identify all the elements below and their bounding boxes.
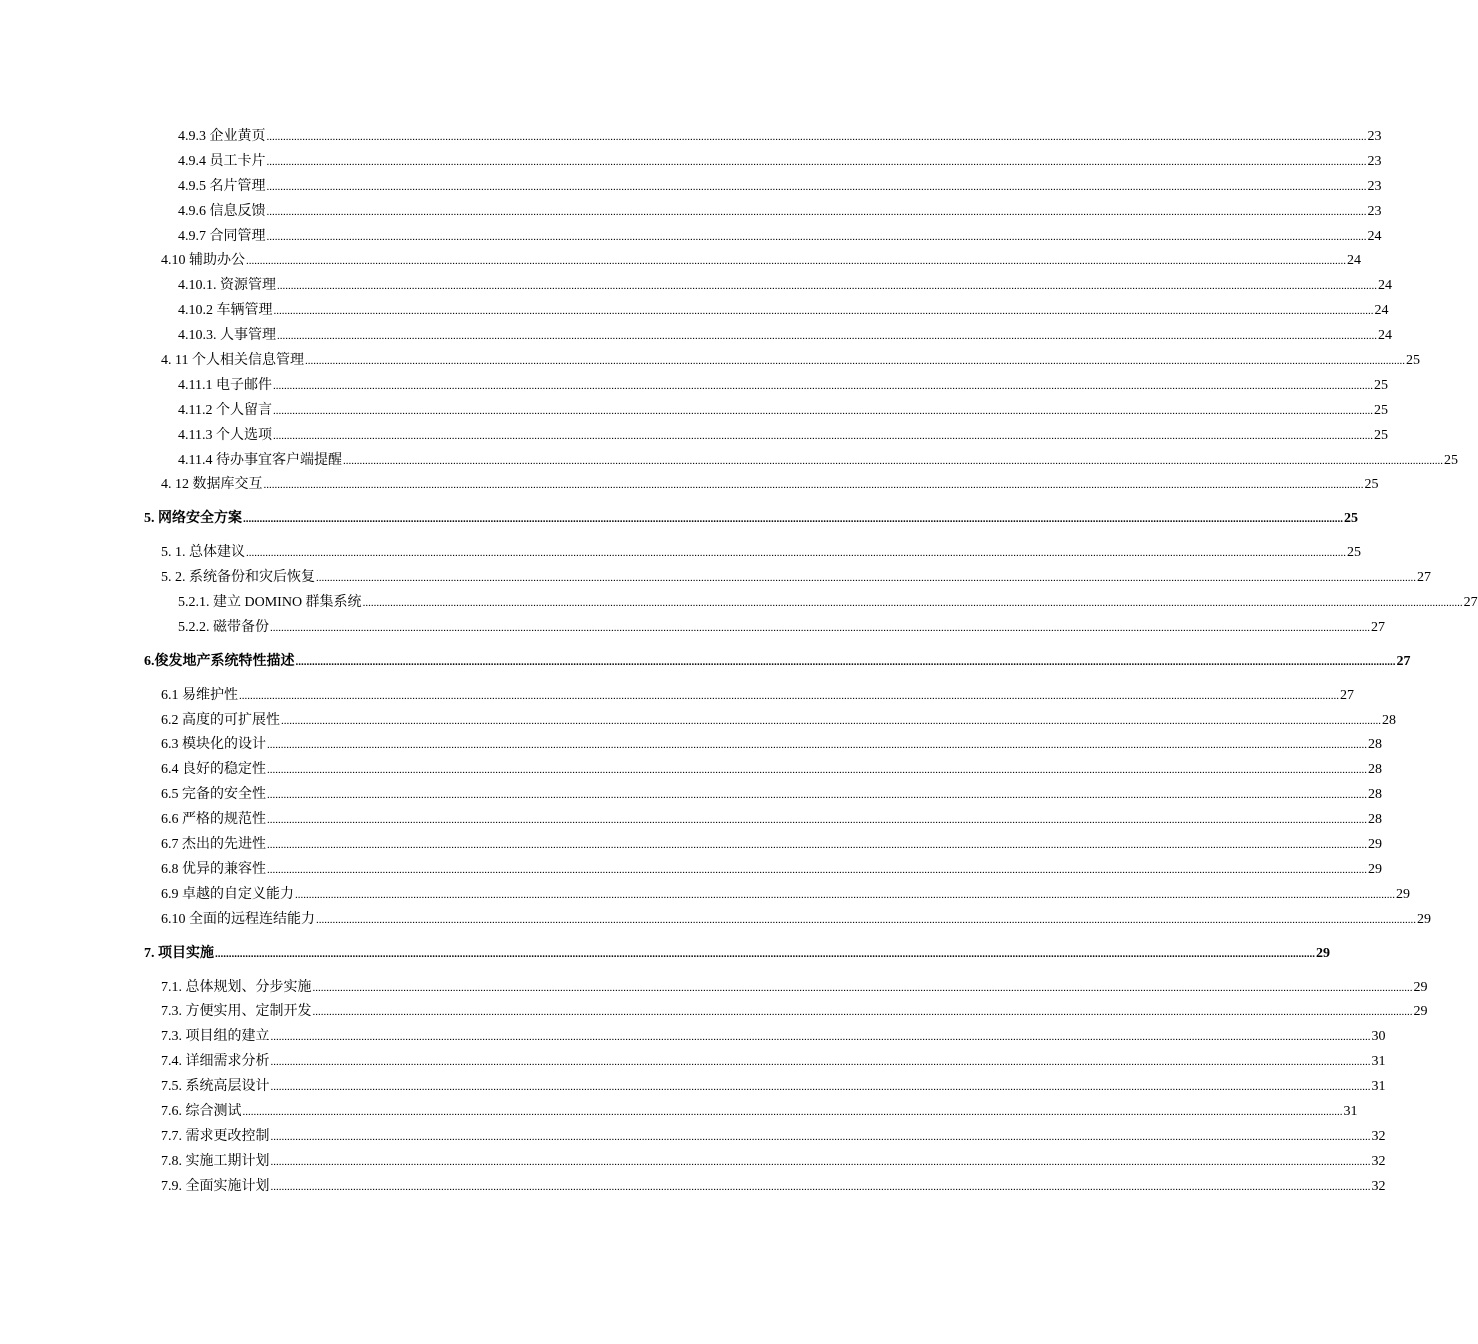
- toc-entry[interactable]: [161, 1175, 1386, 1200]
- toc-entry-page-number: 25: [1344, 511, 1358, 527]
- toc-entry-title: 7.9. 全面实施计划: [161, 1178, 270, 1194]
- toc-entry-page-number: 24: [1374, 303, 1389, 319]
- toc-entry[interactable]: [144, 650, 1411, 675]
- toc-entry[interactable]: [161, 1025, 1386, 1050]
- toc-entry-page-number: 29: [1316, 945, 1330, 961]
- toc-entry-page-number: 27: [1463, 595, 1478, 611]
- toc-entry-page-number: 27: [1340, 687, 1354, 703]
- toc-entry-title: 6.7 杰出的先进性: [161, 837, 266, 853]
- dot-leader: ................................................................................................................................................................................................................................................................................................................................................................................................................: [246, 255, 1346, 268]
- dot-leader: ................................................................................................................................................................................................................................................................................................................................................................................................................: [263, 479, 1364, 492]
- toc-entry-page-number: 28: [1382, 712, 1396, 728]
- toc-entry-title: 4.11.2 个人留言: [178, 402, 272, 418]
- dot-leader: ................................................................................................................................................................................................................................................................................................................................................................................................................: [295, 655, 1396, 668]
- toc-entry[interactable]: [178, 200, 1382, 225]
- dot-leader: ................................................................................................................................................................................................................................................................................................................................................................................................................: [270, 1130, 1371, 1143]
- toc-entry-title: 7.5. 系统高层设计: [161, 1079, 270, 1095]
- dot-leader: ................................................................................................................................................................................................................................................................................................................................................................................................................: [270, 1081, 1371, 1094]
- toc-entry-page-number: 24: [1378, 278, 1392, 294]
- dot-leader: ................................................................................................................................................................................................................................................................................................................................................................................................................: [316, 572, 1416, 585]
- toc-entry-title: 4.10.3. 人事管理: [178, 328, 276, 344]
- toc-entry-page-number: 24: [1347, 253, 1361, 269]
- toc-entry-page-number: 32: [1371, 1153, 1386, 1169]
- toc-entry-title: 6.10 全面的远程连结能力: [161, 911, 315, 927]
- dot-leader: ................................................................................................................................................................................................................................................................................................................................................................................................................: [304, 355, 1405, 368]
- dot-leader: ................................................................................................................................................................................................................................................................................................................................................................................................................: [362, 597, 1463, 610]
- toc-entry[interactable]: [161, 976, 1428, 1001]
- dot-leader: ................................................................................................................................................................................................................................................................................................................................................................................................................: [270, 1180, 1371, 1193]
- toc-entry[interactable]: [161, 758, 1382, 783]
- dot-leader: ................................................................................................................................................................................................................................................................................................................................................................................................................: [272, 429, 1373, 442]
- toc-entry-page-number: 32: [1371, 1128, 1386, 1144]
- toc-entry-title: 5.2.2. 磁带备份: [178, 619, 269, 635]
- toc-entry[interactable]: [161, 733, 1382, 758]
- dot-leader: ................................................................................................................................................................................................................................................................................................................................................................................................................: [270, 1056, 1371, 1069]
- toc-entry[interactable]: [161, 783, 1382, 808]
- toc-entry-page-number: 29: [1396, 886, 1410, 902]
- toc-entry-page-number: 27: [1396, 653, 1411, 669]
- toc-entry-title: 7.6. 综合测试: [161, 1103, 242, 1119]
- toc-entry[interactable]: [178, 125, 1382, 150]
- toc-entry[interactable]: [178, 274, 1392, 299]
- toc-entry-title: 4.9.4 员工卡片: [178, 153, 266, 169]
- toc-entry-page-number: 25: [1364, 477, 1379, 493]
- toc-entry-title: 4.9.3 企业黄页: [178, 129, 266, 144]
- dot-leader: ................................................................................................................................................................................................................................................................................................................................................................................................................: [270, 621, 1370, 634]
- toc-entry-title: 4.10 辅助办公: [161, 253, 245, 269]
- toc-entry[interactable]: [161, 1125, 1386, 1150]
- toc-entry[interactable]: [178, 324, 1392, 349]
- toc-entry[interactable]: [178, 225, 1382, 250]
- toc-entry[interactable]: [161, 566, 1431, 591]
- toc-entry-page-number: 25: [1443, 452, 1458, 468]
- dot-leader: ................................................................................................................................................................................................................................................................................................................................................................................................................: [239, 689, 1339, 702]
- dot-leader: ................................................................................................................................................................................................................................................................................................................................................................................................................: [266, 205, 1367, 218]
- toc-entry-page-number: 25: [1405, 353, 1420, 369]
- dot-leader: ................................................................................................................................................................................................................................................................................................................................................................................................................: [312, 1006, 1413, 1019]
- toc-entry[interactable]: [178, 175, 1382, 200]
- toc-entry[interactable]: [161, 808, 1382, 833]
- toc-entry-page-number: 23: [1367, 203, 1382, 219]
- dot-leader: ................................................................................................................................................................................................................................................................................................................................................................................................................: [242, 1105, 1343, 1118]
- toc-entry[interactable]: [161, 1100, 1358, 1125]
- toc-entry-title: 4.10.2 车辆管理: [178, 303, 273, 319]
- toc-entry-title: 4.11.4 待办事宜客户端提醒: [178, 452, 342, 468]
- dot-leader: ................................................................................................................................................................................................................................................................................................................................................................................................................: [246, 547, 1346, 560]
- dot-leader: ................................................................................................................................................................................................................................................................................................................................................................................................................: [342, 454, 1443, 467]
- dot-leader: ................................................................................................................................................................................................................................................................................................................................................................................................................: [267, 789, 1367, 802]
- toc-entry-page-number: 28: [1368, 737, 1382, 753]
- toc-entry[interactable]: [161, 833, 1382, 858]
- toc-entry-title: 7.3. 方便实用、定制开发: [161, 1004, 312, 1020]
- toc-entry-page-number: 25: [1373, 427, 1388, 443]
- toc-entry-title: 4.9.5 名片管理: [178, 178, 266, 194]
- toc-entry-page-number: 31: [1371, 1054, 1386, 1070]
- toc-entry-page-number: 30: [1371, 1029, 1386, 1045]
- toc-entry-title: 7.4. 详细需求分析: [161, 1054, 270, 1070]
- toc-entry[interactable]: [178, 449, 1458, 474]
- toc-entry[interactable]: [161, 249, 1361, 274]
- toc-entry-title: 4.9.7 合同管理: [178, 228, 266, 244]
- toc-entry-title: 6.3 模块化的设计: [161, 737, 266, 753]
- toc-entry-title: 4. 11 个人相关信息管理: [161, 353, 304, 369]
- toc-entry-title: 6.5 完备的安全性: [161, 787, 266, 803]
- table-of-contents: [0, 125, 1478, 1200]
- dot-leader: ................................................................................................................................................................................................................................................................................................................................................................................................................: [272, 379, 1373, 392]
- toc-entry[interactable]: [161, 709, 1396, 734]
- toc-entry-page-number: 25: [1347, 545, 1361, 561]
- toc-entry[interactable]: [161, 1075, 1386, 1100]
- dot-leader: ................................................................................................................................................................................................................................................................................................................................................................................................................: [267, 764, 1367, 777]
- dot-leader: ................................................................................................................................................................................................................................................................................................................................................................................................................: [266, 230, 1367, 243]
- toc-entry-page-number: 24: [1367, 228, 1382, 244]
- dot-leader: ................................................................................................................................................................................................................................................................................................................................................................................................................: [312, 981, 1413, 994]
- toc-entry[interactable]: [144, 942, 1330, 967]
- toc-entry-page-number: 27: [1417, 570, 1431, 586]
- toc-entry[interactable]: [178, 591, 1478, 616]
- toc-entry-title: 7.1. 总体规划、分步实施: [161, 979, 312, 995]
- dot-leader: ................................................................................................................................................................................................................................................................................................................................................................................................................: [266, 155, 1367, 168]
- toc-entry-page-number: 25: [1373, 377, 1388, 393]
- dot-leader: ................................................................................................................................................................................................................................................................................................................................................................................................................: [281, 714, 1381, 727]
- toc-entry-page-number: 25: [1373, 402, 1388, 418]
- toc-entry-title: 6.6 严格的规范性: [161, 812, 266, 828]
- toc-entry-title: 7.8. 实施工期计划: [161, 1153, 270, 1169]
- dot-leader: ................................................................................................................................................................................................................................................................................................................................................................................................................: [316, 913, 1416, 926]
- toc-entry[interactable]: [178, 616, 1385, 641]
- toc-entry-page-number: 29: [1368, 861, 1382, 877]
- toc-entry[interactable]: [161, 473, 1379, 498]
- dot-leader: ................................................................................................................................................................................................................................................................................................................................................................................................................: [267, 839, 1367, 852]
- toc-entry-title: 4.11.3 个人选项: [178, 427, 272, 443]
- toc-entry[interactable]: [178, 399, 1388, 424]
- toc-entry-title: 4.10.1. 资源管理: [178, 278, 276, 294]
- dot-leader: ................................................................................................................................................................................................................................................................................................................................................................................................................: [270, 1155, 1371, 1168]
- dot-leader: ................................................................................................................................................................................................................................................................................................................................................................................................................: [277, 330, 1377, 343]
- toc-entry-title: 6.4 良好的稳定性: [161, 762, 266, 778]
- toc-entry-title: 4.9.6 信息反馈: [178, 203, 266, 219]
- toc-entry-page-number: 28: [1368, 762, 1382, 778]
- toc-entry-page-number: 32: [1371, 1178, 1386, 1194]
- toc-entry-page-number: 29: [1368, 837, 1382, 853]
- toc-entry-page-number: 28: [1368, 787, 1382, 803]
- toc-entry[interactable]: [161, 684, 1354, 709]
- toc-entry-title: 4. 12 数据库交互: [161, 477, 263, 493]
- toc-entry[interactable]: [161, 541, 1361, 566]
- toc-entry-title: 6.1 易维护性: [161, 687, 238, 703]
- toc-entry[interactable]: [144, 507, 1358, 532]
- toc-entry-title: 7.7. 需求更改控制: [161, 1128, 270, 1144]
- toc-entry[interactable]: [178, 374, 1388, 399]
- toc-entry-page-number: 29: [1413, 979, 1428, 995]
- toc-entry[interactable]: [161, 1150, 1386, 1175]
- toc-entry-title: 6.8 优异的兼容性: [161, 861, 266, 877]
- toc-entry-page-number: 24: [1378, 328, 1392, 344]
- toc-entry[interactable]: [178, 424, 1388, 449]
- toc-entry-title: 6.2 高度的可扩展性: [161, 712, 280, 728]
- dot-leader: ................................................................................................................................................................................................................................................................................................................................................................................................................: [215, 947, 1315, 960]
- toc-entry-title: 6.俊发地产系统特性描述: [144, 653, 295, 669]
- toc-entry[interactable]: [178, 150, 1382, 175]
- toc-entry[interactable]: [161, 349, 1420, 374]
- toc-entry[interactable]: [161, 908, 1431, 933]
- toc-entry-page-number: 27: [1371, 619, 1385, 635]
- toc-entry-title: 4.11.1 电子邮件: [178, 377, 272, 393]
- toc-entry-page-number: 23: [1367, 153, 1382, 169]
- toc-entry-title: 5.2.1. 建立 DOMINO 群集系统: [178, 595, 362, 611]
- dot-leader: ................................................................................................................................................................................................................................................................................................................................................................................................................: [270, 1031, 1371, 1044]
- dot-leader: ................................................................................................................................................................................................................................................................................................................................................................................................................: [273, 305, 1374, 318]
- dot-leader: ................................................................................................................................................................................................................................................................................................................................................................................................................: [267, 814, 1367, 827]
- toc-entry-page-number: 23: [1367, 129, 1382, 144]
- toc-entry-page-number: 29: [1417, 911, 1431, 927]
- dot-leader: ................................................................................................................................................................................................................................................................................................................................................................................................................: [243, 513, 1343, 526]
- dot-leader: ................................................................................................................................................................................................................................................................................................................................................................................................................: [277, 280, 1377, 293]
- toc-entry-page-number: 31: [1371, 1079, 1386, 1095]
- toc-entry-title: 6.9 卓越的自定义能力: [161, 886, 294, 902]
- toc-entry-page-number: 31: [1343, 1103, 1358, 1119]
- toc-entry[interactable]: [161, 883, 1410, 908]
- toc-entry-title: 5. 1. 总体建议: [161, 545, 245, 561]
- toc-entry-page-number: 28: [1368, 812, 1382, 828]
- dot-leader: ................................................................................................................................................................................................................................................................................................................................................................................................................: [272, 404, 1373, 417]
- toc-entry-title: 5. 2. 系统备份和灾后恢复: [161, 570, 315, 586]
- toc-entry[interactable]: [161, 858, 1382, 883]
- toc-entry[interactable]: [161, 1000, 1428, 1025]
- dot-leader: ................................................................................................................................................................................................................................................................................................................................................................................................................: [295, 888, 1395, 901]
- toc-entry-page-number: 29: [1413, 1004, 1428, 1020]
- toc-entry-title: 7. 项目实施: [144, 945, 214, 961]
- dot-leader: ................................................................................................................................................................................................................................................................................................................................................................................................................: [266, 131, 1367, 143]
- dot-leader: ................................................................................................................................................................................................................................................................................................................................................................................................................: [267, 739, 1367, 752]
- toc-entry-title: 7.3. 项目组的建立: [161, 1029, 270, 1045]
- toc-entry[interactable]: [178, 299, 1389, 324]
- dot-leader: ................................................................................................................................................................................................................................................................................................................................................................................................................: [266, 180, 1367, 193]
- toc-entry-title: 5. 网络安全方案: [144, 511, 242, 527]
- toc-entry-page-number: 23: [1367, 178, 1382, 194]
- dot-leader: ................................................................................................................................................................................................................................................................................................................................................................................................................: [267, 863, 1367, 876]
- toc-entry[interactable]: [161, 1050, 1386, 1075]
